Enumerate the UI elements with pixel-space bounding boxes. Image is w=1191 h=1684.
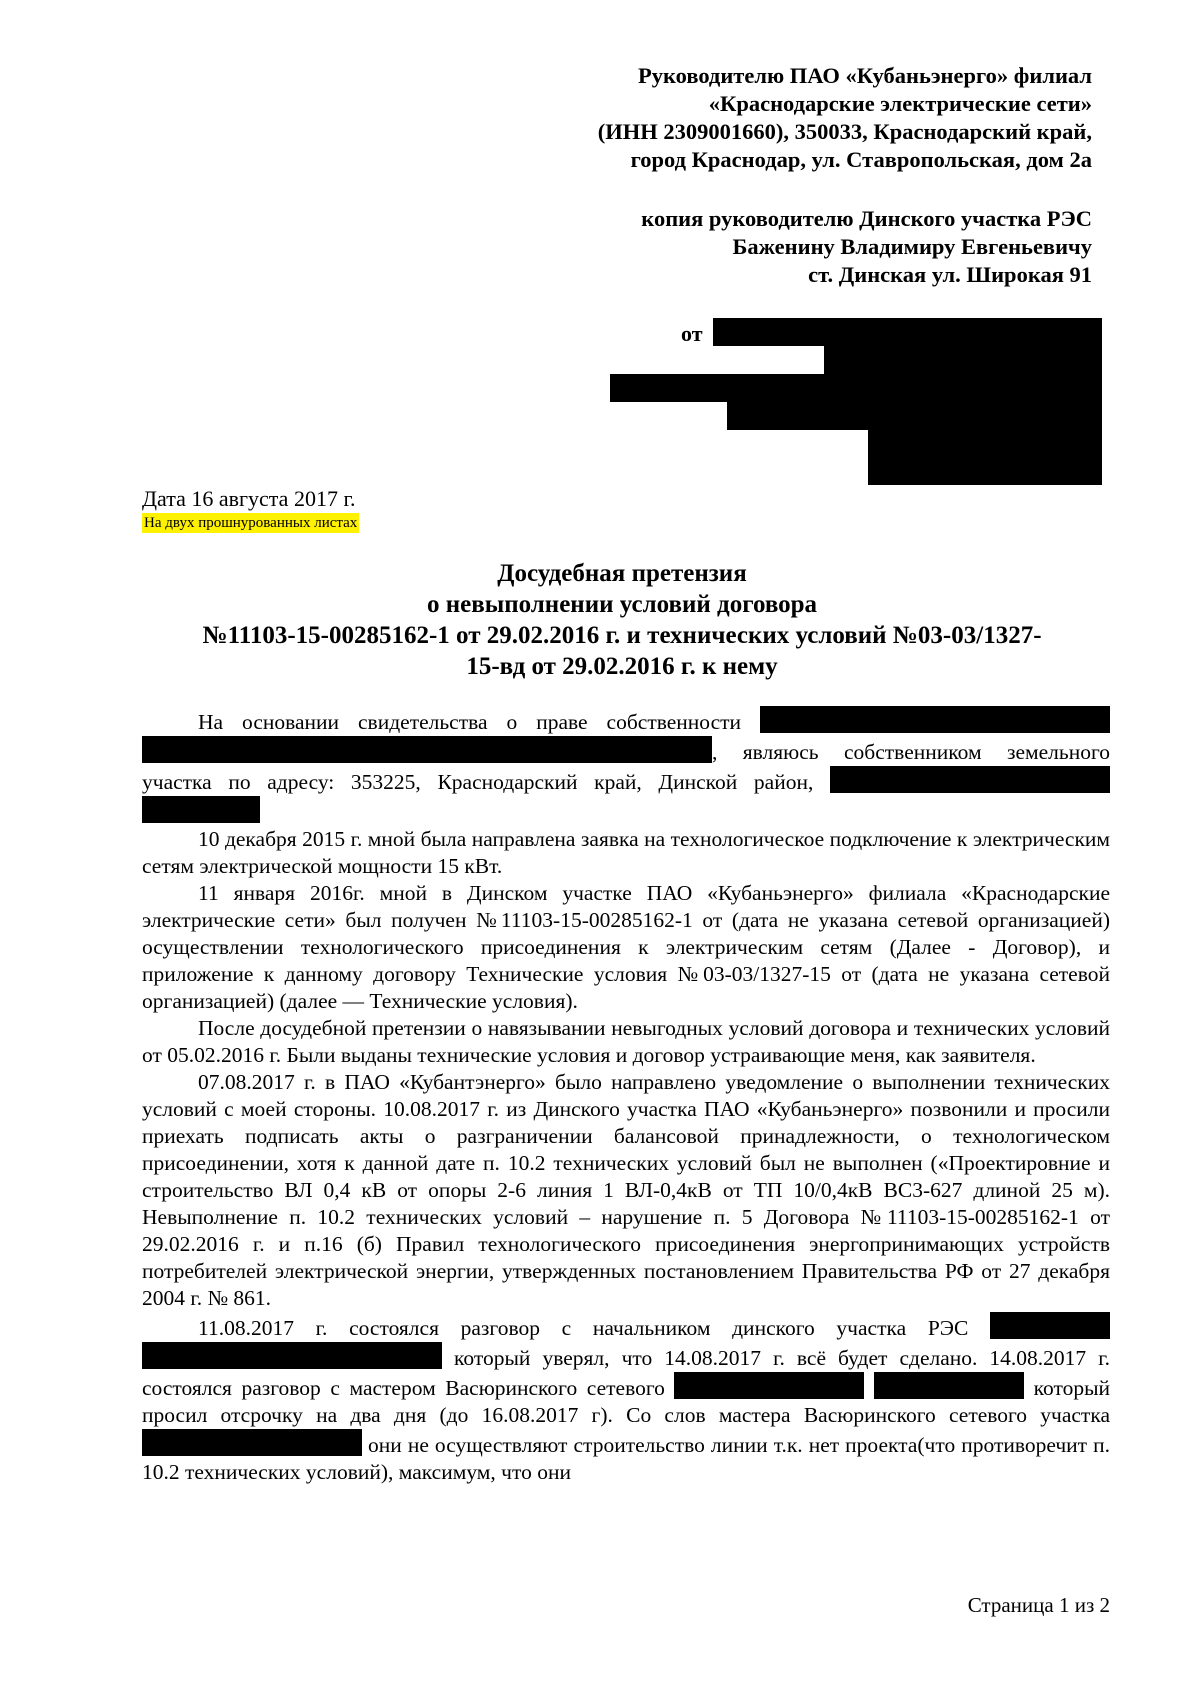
paragraph-text: который просил отсрочку на два дня (до 16.08.2017 г). Со слов мастера Васюринского сетевого участка: [142, 1376, 1111, 1427]
page-number: Страница 1 из 2: [967, 1593, 1110, 1617]
copy-to-block: [641, 205, 1092, 289]
redaction-inline: [674, 1372, 864, 1399]
recipient-line: (ИНН 2309001660), 350033, Краснодарский край,: [597, 119, 1092, 144]
recipient-line: Руководителю ПАО «Кубаньэнерго» филиал: [637, 63, 1092, 88]
redaction-block: [868, 458, 1102, 485]
paragraph-text: 11.08.2017 г. состоялся разговор с начальником динского участка РЭС: [198, 1316, 969, 1340]
paragraph: 10 декабря 2015 г. мной была направлена заявка на технологическое подключение к электрическим сетям электрической мощности 15 кВт.: [142, 827, 1110, 878]
redaction-block: [610, 374, 1102, 402]
paragraph-text: который уверял, что 14.08.2017 г. всё будет сделано. 14.08.2017 г. состоялся разговор с мастером Васюринского сетевого: [142, 1346, 1110, 1400]
redaction-inline: [142, 796, 260, 823]
copy-to-line: Баженину Владимиру Евгеньевичу: [732, 234, 1092, 259]
recipient-block: [598, 62, 1092, 174]
title-line: №11103-15-00285162-1 от 29.02.2016 г. и технических условий №03-03/1327-: [202, 622, 1042, 649]
paragraph: 11 января 2016г. мной в Динском участке ПАО «Кубаньэнерго» филиала «Краснодарские электрические сети» был получен №11103-15-00285162-1 от (дата не указана сетевой организацией) осуществлении технологического присоединения к электрическим сетям (Далее - Договор), и приложение к данному договору Технические условия №03-03/1327-15 от (дата не указана сетевой организацией) (далее — Технические условия).: [142, 881, 1110, 1013]
title-line: Досудебная претензия: [497, 560, 747, 587]
paragraph: [142, 1312, 1110, 1486]
document-body: [142, 706, 1110, 1486]
redaction-block: [868, 430, 1102, 458]
paragraph: После досудебной претензии о навязывании невыгодных условий договора и технических условий от 05.02.2016 г. Были выданы технические условия и договор устраивающие меня, как заявителя.: [142, 1016, 1110, 1067]
redaction-inline: [142, 736, 712, 763]
redaction-inline: [830, 766, 1110, 793]
copy-to-line: копия руководителю Динского участка РЭС: [641, 206, 1092, 231]
document-date: Дата 16 августа 2017 г.: [142, 486, 356, 511]
copy-to-line: ст. Динская ул. Широкая 91: [808, 262, 1092, 287]
redaction-inline: [760, 706, 1110, 733]
title-line: о невыполнении условий договора: [426, 591, 818, 618]
redaction-inline: [990, 1312, 1110, 1339]
redaction-inline: [142, 1342, 442, 1369]
redaction-block: [727, 402, 1102, 430]
paragraph-text: На основании свидетельства о праве собственности: [198, 710, 742, 734]
redaction-block: [824, 346, 1102, 374]
paragraph-text: они не осуществляют строительство линии т.к. нет проекта(что противоречит п. 10.2 технических условий), максимум, что они: [142, 1433, 1110, 1484]
recipient-line: город Краснодар, ул. Ставропольская, дом 2а: [630, 147, 1092, 172]
sender-label: от: [681, 321, 703, 346]
paragraph: 07.08.2017 г. в ПАО «Кубантэнерго» было направлено уведомление о выполнении технических условий с моей стороны. 10.08.2017 г. из Динского участка ПАО «Кубаньэнерго» позвонили и просили приехать подписать акты о разграничении балансовой принадлежности, о технологическом присоединении, хотя к данной дате п. 10.2 технических условий был не выполнен («Проектировние и строительство ВЛ 0,4 кВ от опоры 2-6 линия 1 ВЛ-0,4кВ от ТП 10/0,4кВ ВС3-627 длиной 25 м). Невыполнение п. 10.2 технических условий – нарушение п. 5 Договора №11103-15-00285162-1 от 29.02.2016 г. и п.16 (б) Правил технологического присоединения энергопринимающих устройств потребителей электрической энергии, утвержденных постановлением Правительства РФ от 27 декабря 2004 г. № 861.: [142, 1070, 1110, 1310]
sheets-note-highlight: На двух прошнурованных листах: [144, 515, 358, 531]
paragraph: [142, 706, 1110, 826]
redaction-inline: [874, 1372, 1024, 1399]
recipient-line: «Краснодарские электрические сети»: [708, 91, 1092, 116]
title-line: 15-вд от 29.02.2016 г. к нему: [466, 653, 778, 680]
redaction-block: [713, 318, 1102, 346]
redaction-inline: [142, 1429, 362, 1456]
paragraph-text: , являюсь собственником земельного участка по адресу: 353225, Краснодарский край, Динской район,: [142, 740, 1110, 794]
document-title: [142, 558, 1102, 682]
